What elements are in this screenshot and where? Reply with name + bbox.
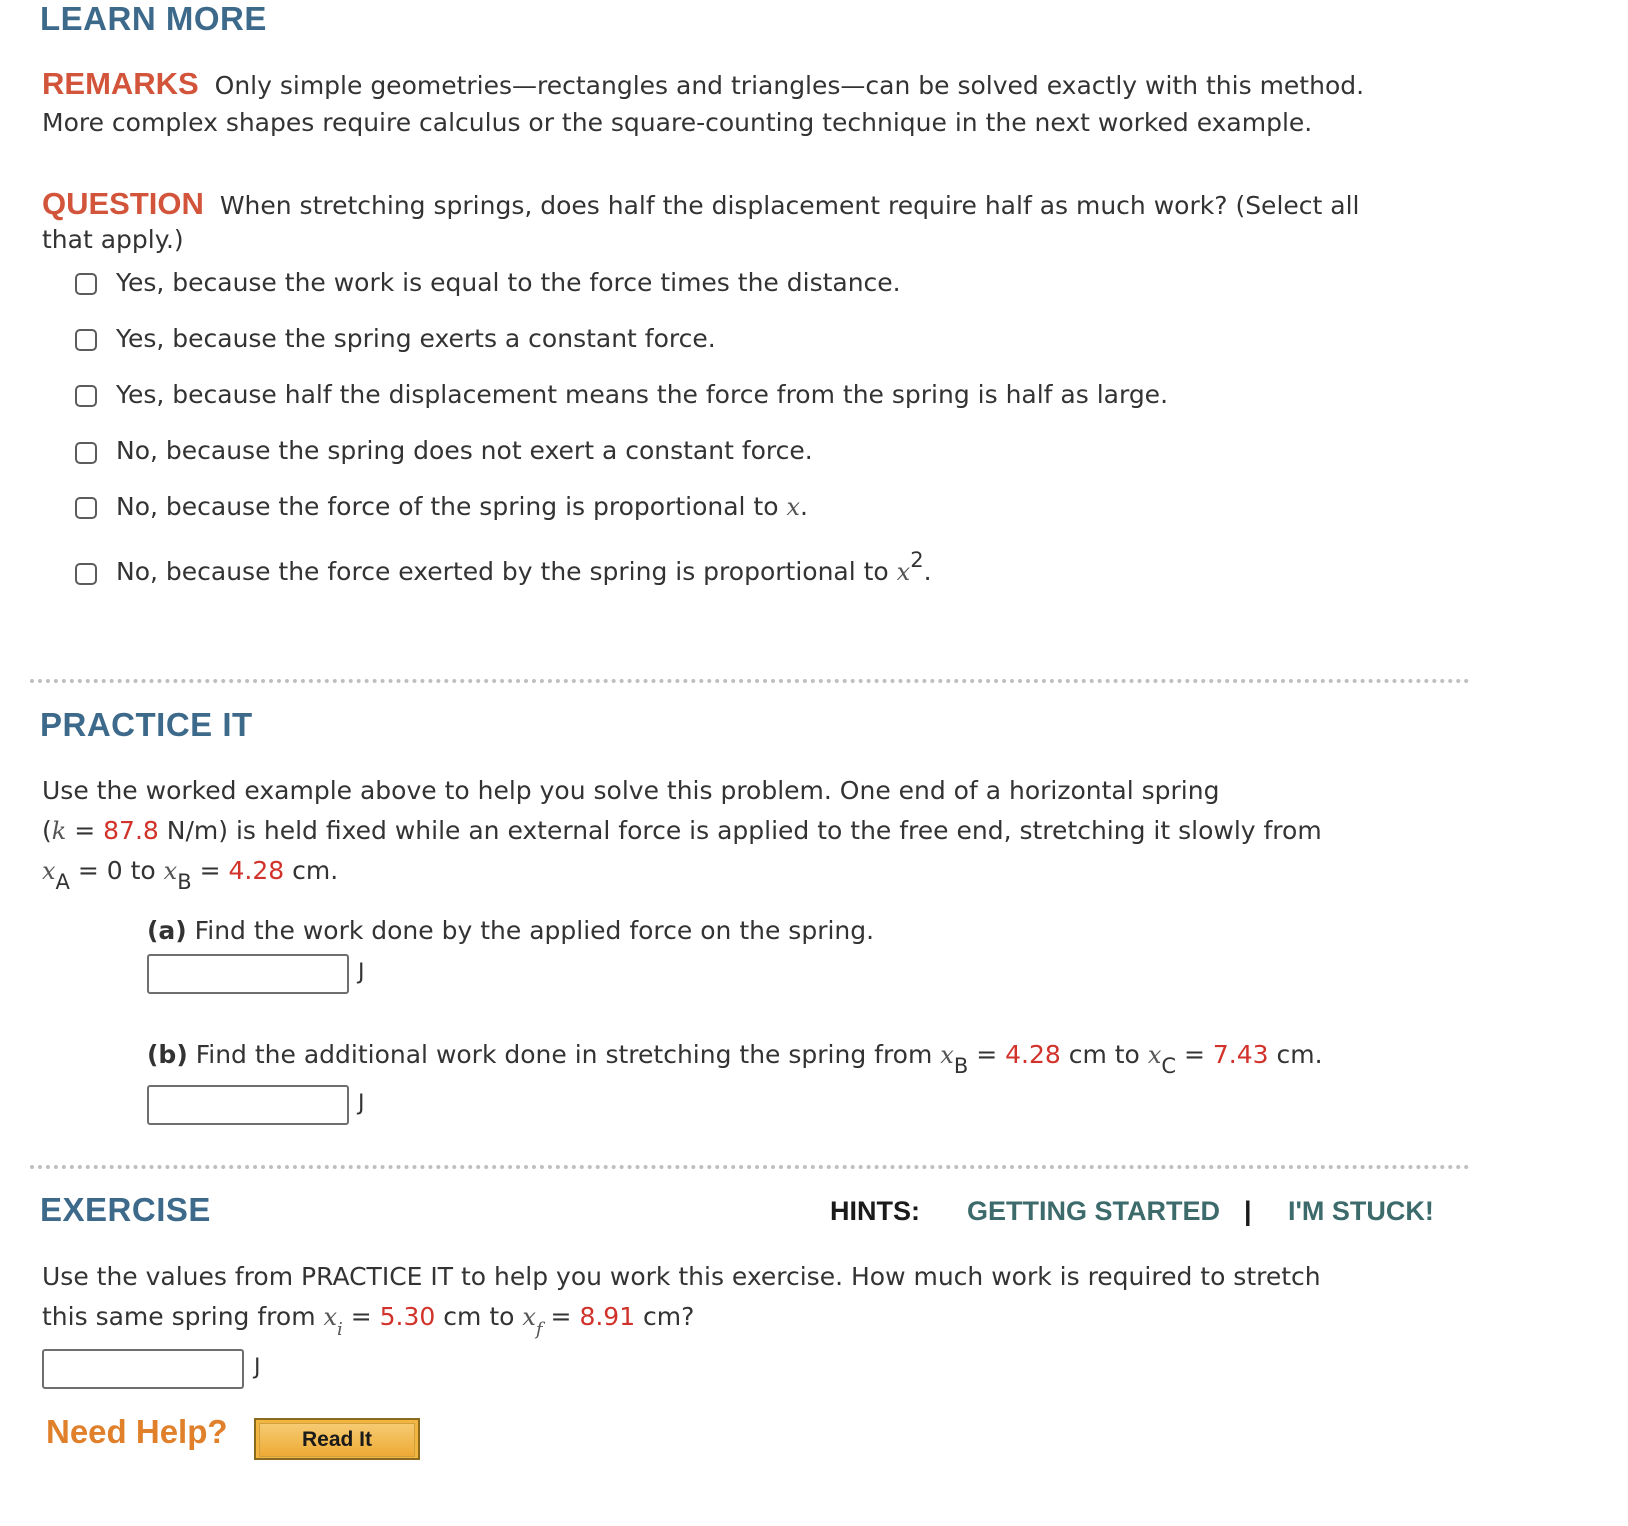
option-4-checkbox[interactable] xyxy=(75,442,97,464)
xf-var: x xyxy=(522,1303,536,1331)
k-value: 87.8 xyxy=(103,816,159,845)
part-a-unit: J xyxy=(358,960,365,985)
xb-sub: B xyxy=(177,870,192,894)
divider-1 xyxy=(30,679,1470,683)
need-help-label: Need Help? xyxy=(46,1413,228,1450)
option-5-label[interactable] xyxy=(116,492,808,521)
remarks-text-line2: More complex shapes require calculus or the square-counting technique in the next worked example. xyxy=(42,108,1313,137)
option-6-end: . xyxy=(923,557,932,586)
question-paragraph xyxy=(42,186,1359,222)
read-it-button[interactable] xyxy=(254,1418,420,1460)
part-b-unit: J xyxy=(358,1091,365,1116)
xf-eq: = xyxy=(542,1302,580,1331)
xa-var: x xyxy=(42,857,56,885)
part-a-answer-input[interactable] xyxy=(147,954,349,994)
part-b-xc-var: x xyxy=(1147,1041,1162,1069)
xb-var: x xyxy=(163,857,178,885)
part-b-xb-value: 4.28 xyxy=(1005,1040,1061,1069)
option-5-var: x xyxy=(786,493,801,521)
part-b-xc-sub: C xyxy=(1161,1054,1177,1078)
question-label: QUESTION xyxy=(42,186,204,221)
xb-value: 4.28 xyxy=(228,856,285,885)
xa-eq: = 0 to xyxy=(69,856,164,885)
part-a-question xyxy=(147,916,874,945)
hint-separator: | xyxy=(1244,1196,1252,1226)
practice-line2 xyxy=(42,816,1322,845)
remarks-paragraph xyxy=(42,66,1364,102)
part-b-eq2: = xyxy=(1176,1040,1213,1069)
option-5-checkbox[interactable] xyxy=(75,497,97,519)
option-1-checkbox[interactable] xyxy=(75,273,97,295)
k-eq: = xyxy=(66,816,104,845)
exercise-answer-input[interactable] xyxy=(42,1349,244,1389)
part-b-xc-value: 7.43 xyxy=(1212,1040,1269,1069)
practice-line2-post: N/m) is held fixed while an external force is applied to the free end, stretching it slowly from xyxy=(158,816,1322,845)
practice-it-title: PRACTICE IT xyxy=(40,706,253,743)
xi-value: 5.30 xyxy=(379,1302,436,1331)
option-3-label[interactable]: Yes, because half the displacement means the force from the spring is half as large. xyxy=(116,380,1169,409)
option-6-var: x xyxy=(896,558,911,586)
question-text-line1: When stretching springs, does half the displacement require half as much work? (Select all xyxy=(219,191,1360,220)
part-a-label: (a) xyxy=(147,916,187,945)
option-3-checkbox[interactable] xyxy=(75,385,97,407)
part-b-text: Find the additional work done in stretching the spring from xyxy=(187,1040,941,1069)
k-var: k xyxy=(51,817,67,845)
hints-label: HINTS: xyxy=(830,1196,920,1226)
exercise-line1: Use the values from PRACTICE IT to help you work this exercise. How much work is required to stretch xyxy=(42,1262,1321,1291)
xb-eq: = xyxy=(191,856,229,885)
xi-sub: i xyxy=(337,1319,343,1340)
option-6-checkbox[interactable] xyxy=(75,563,97,585)
option-5-text: No, because the force of the spring is proportional to xyxy=(116,492,787,521)
xa-sub: A xyxy=(55,870,70,894)
part-b-eq1: = xyxy=(968,1040,1006,1069)
exercise-line2-pre: this same spring from xyxy=(42,1302,324,1331)
option-6-label[interactable] xyxy=(116,548,932,586)
exercise-unit: J xyxy=(254,1355,261,1380)
practice-line3 xyxy=(42,856,339,894)
xi-eq: = xyxy=(342,1302,380,1331)
part-b-xb-var: x xyxy=(940,1041,954,1069)
exercise-title: EXERCISE xyxy=(40,1191,211,1228)
part-b-answer-input[interactable] xyxy=(147,1085,349,1125)
option-4-label[interactable]: No, because the spring does not exert a constant force. xyxy=(116,436,813,465)
option-6-text: No, because the force exerted by the spring is proportional to xyxy=(116,557,897,586)
practice-paren: ( xyxy=(42,816,52,845)
part-a-text: Find the work done by the applied force on the spring. xyxy=(186,916,875,945)
xf-sub: f xyxy=(535,1319,543,1340)
remarks-text-line1: Only simple geometries—rectangles and triangles—can be solved exactly with this method. xyxy=(214,71,1365,100)
option-2-label[interactable]: Yes, because the spring exerts a constant force. xyxy=(116,324,716,353)
part-b-end: cm. xyxy=(1268,1040,1323,1069)
option-2-checkbox[interactable] xyxy=(75,329,97,351)
part-b-label: (b) xyxy=(147,1040,188,1069)
option-5-end: . xyxy=(800,492,808,521)
remarks-label: REMARKS xyxy=(42,66,199,101)
part-b-xb-sub: B xyxy=(953,1054,969,1078)
xi-var: x xyxy=(323,1303,338,1331)
exercise-mid: cm to xyxy=(435,1302,523,1331)
divider-2 xyxy=(30,1165,1470,1169)
practice-line3-end: cm. xyxy=(284,856,339,885)
xf-value: 8.91 xyxy=(579,1302,636,1331)
hint-stuck-link[interactable]: I'M STUCK! xyxy=(1288,1196,1434,1226)
part-b-mid: cm to xyxy=(1060,1040,1148,1069)
learn-more-title: LEARN MORE xyxy=(40,0,267,37)
exercise-end: cm? xyxy=(635,1302,695,1331)
exercise-line2 xyxy=(42,1302,695,1340)
option-6-sup: 2 xyxy=(910,548,924,572)
option-1-label[interactable]: Yes, because the work is equal to the force times the distance. xyxy=(116,268,901,297)
read-it-label: Read It xyxy=(259,1423,415,1457)
practice-line1: Use the worked example above to help you solve this problem. One end of a horizontal spring xyxy=(42,776,1220,805)
question-text-line2: that apply.) xyxy=(42,225,184,254)
hint-getting-started-link[interactable]: GETTING STARTED xyxy=(967,1196,1220,1226)
part-b-question xyxy=(147,1040,1323,1078)
